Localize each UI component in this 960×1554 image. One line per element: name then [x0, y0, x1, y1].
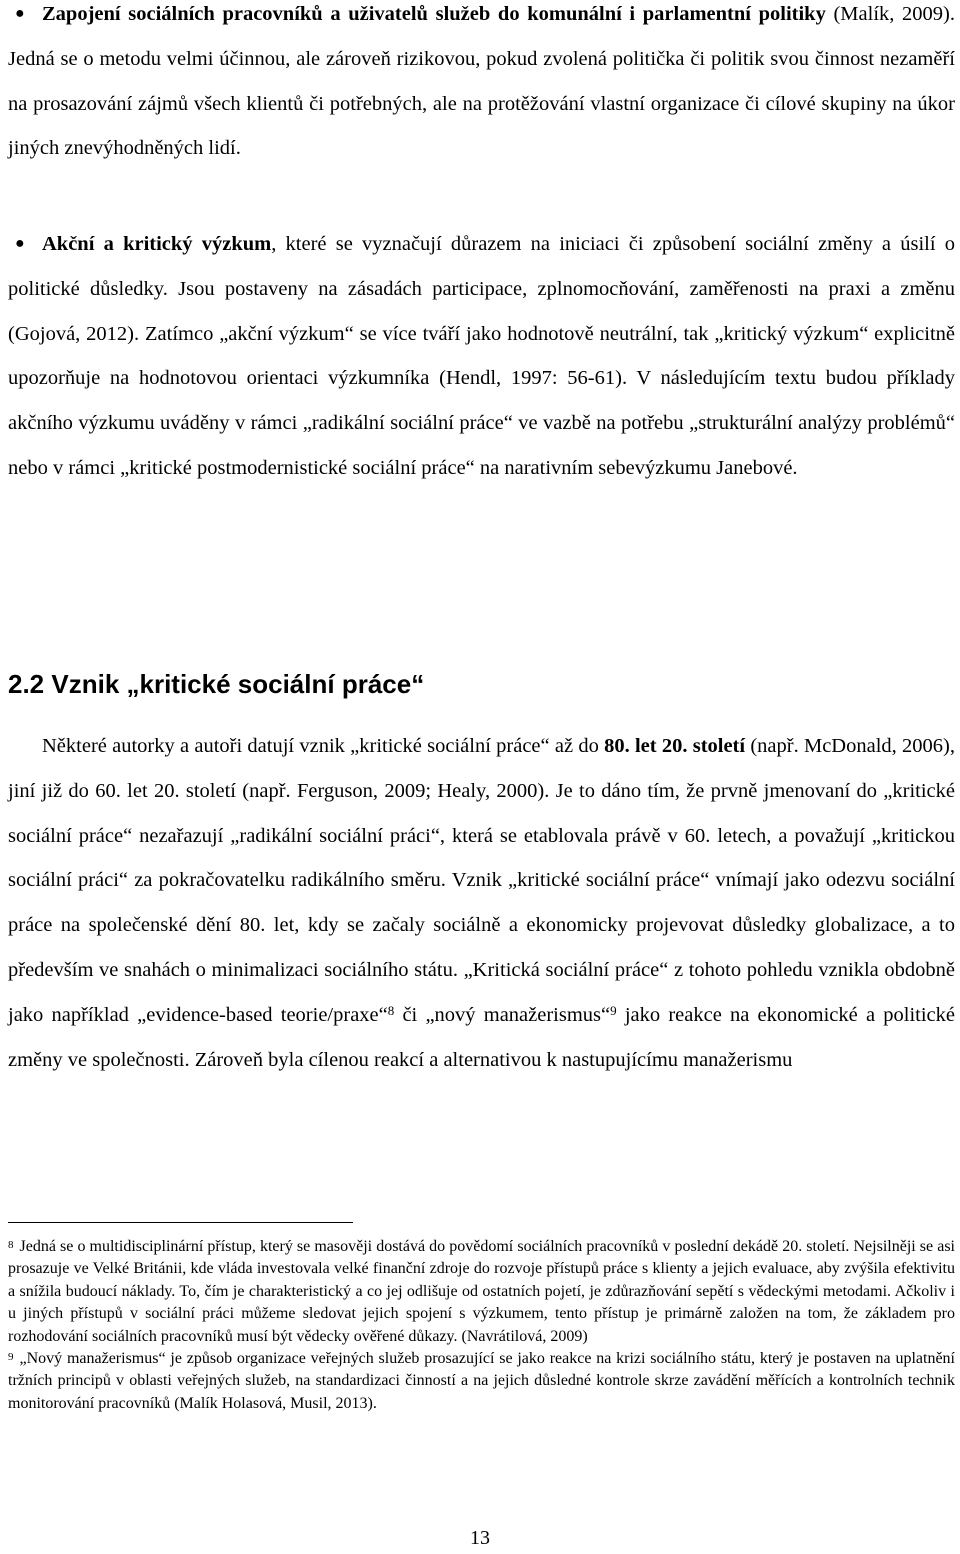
paragraph-text: či „nový manažerismus“: [394, 1003, 611, 1026]
footnote-number: 9: [8, 1351, 14, 1364]
bullet-icon: ●: [15, 235, 25, 252]
bullet-lead: Akční a kritický výzkum: [42, 233, 272, 255]
section-paragraph: [8, 724, 955, 1082]
footnote-separator: [8, 1222, 353, 1223]
footnote-ref[interactable]: 8: [387, 1002, 395, 1018]
bullet-text: , které se vyznačují důrazem na iniciaci či způsobení sociální změny a úsilí o politické důsledky. Jsou postaveny na zásadách participace, zplnomocňování, zaměřenosti na praxi a změnu (Gojová, 2012). Zatímco „akční výzkum“ se více tváří jako hodnotově neutrální, tak „kritický výzkum“ explicitně upozorňuje na hodnotovou orientaci výzkumníka (Hendl, 1997: 56-61). V následujícím textu budou příklady akčního výzkumu uváděny v rámci „radikální sociální práce“ ve vazbě na potřebu „strukturální analýzy problémů“ nebo v rámci „kritické postmodernistické sociální práce“ na narativním sebevýzkumu Janebové.: [8, 233, 955, 479]
footnote-number: 8: [8, 1239, 14, 1251]
paragraph-text: jako reakce na ekonomické a politické změny ve společnosti. Zároveň byla cílenou reakcí a alternativou k nastupujícímu manažerismu: [8, 1003, 955, 1071]
bullet-paragraph: [8, 222, 955, 491]
bullet-item: [8, 222, 955, 491]
footnotes: [8, 1236, 955, 1415]
bullet-text: (Malík, 2009). Jedná se o metodu velmi účinnou, ale zároveň rizikovou, pokud zvolená politička či politik svou činnost nezaměří na prosazování zájmů všech klientů či potřebných, ale na protěžování vlastní organizace či cílové skupiny na úkor jiných znevýhodněných lidí.: [8, 3, 955, 160]
bullet-paragraph: [8, 0, 955, 171]
footnote: [8, 1236, 955, 1348]
footnote-text: Jedná se o multidisciplinární přístup, který se masověji dostává do povědomí sociálních pracovníků v poslední dekádě 20. století. Nejsilněji se asi prosazuje ve Velké Británii, kde vláda investovala velké finanční zdroje do rozvoje přístupů práce s klienty a jejich evaluace, aby zvýšila efektivitu a snížila budoucí náklady. To, čím je charakteristický a co jej odlišuje od ostatních pojetí, je zdůrazňování sepětí s vědeckými metodami. Ačkoliv i u jiných přístupů v sociální práci můžeme sledovat jejich spojení s výzkumem, tento přístup je primárně založen na tom, že základem pro rozhodování sociálních pracovníků musí být vědecky ověřené důkazy. (Navrátilová, 2009): [8, 1238, 955, 1345]
footnote-text: „Nový manažerismus“ je způsob organizace veřejných služeb prosazující se jako reakce na krizi sociálního státu, který je postaven na uplatnění tržních principů v oblasti veřejných služeb, na standardizaci činností a na jejich důsledné kontrole skrze zavádění měřících a kontrolních technik monitorování pracovníků (Malík Holasová, Musil, 2013).: [8, 1350, 955, 1412]
bullet-lead: Zapojení sociálních pracovníků a uživatelů služeb do komunální i parlamentní politiky: [42, 3, 826, 25]
paragraph-text: Některé autorky a autoři datují vznik „kritické sociální práce“ až do: [42, 735, 605, 757]
page-number: 13: [470, 1527, 490, 1549]
paragraph-bold-text: 80. let 20. století: [604, 735, 746, 757]
paragraph-text: (např. McDonald, 2006), jiní již do 60. let 20. století (např. Ferguson, 2009; Healy, 2000). Je to dáno tím, že prvně jmenovaní do „kritické sociální práce“ nezařazují „radikální sociální práci“, která se etablovala právě v 60. letech, a považují „kritickou sociální práci“ za pokračovatelku radikálního směru. Vznik „kritické sociální práce“ vnímají jako odezvu sociální práce na společenské dění 80. let, kdy se začaly sociálně a ekonomicky projevovat důsledky globalizace, a to především ve snahách o minimalizaci sociálního státu. „Kritická sociální práce“ z tohoto pohledu vznikla obdobně jako například „evidence-based teorie/praxe“: [8, 735, 955, 1026]
footnote-ref[interactable]: 9: [610, 1002, 617, 1018]
section-heading: 2.2 Vznik „kritické sociální práce“: [8, 669, 425, 699]
footnote: [8, 1348, 955, 1415]
bullet-item: [8, 0, 955, 171]
bullet-icon: ●: [15, 5, 25, 22]
